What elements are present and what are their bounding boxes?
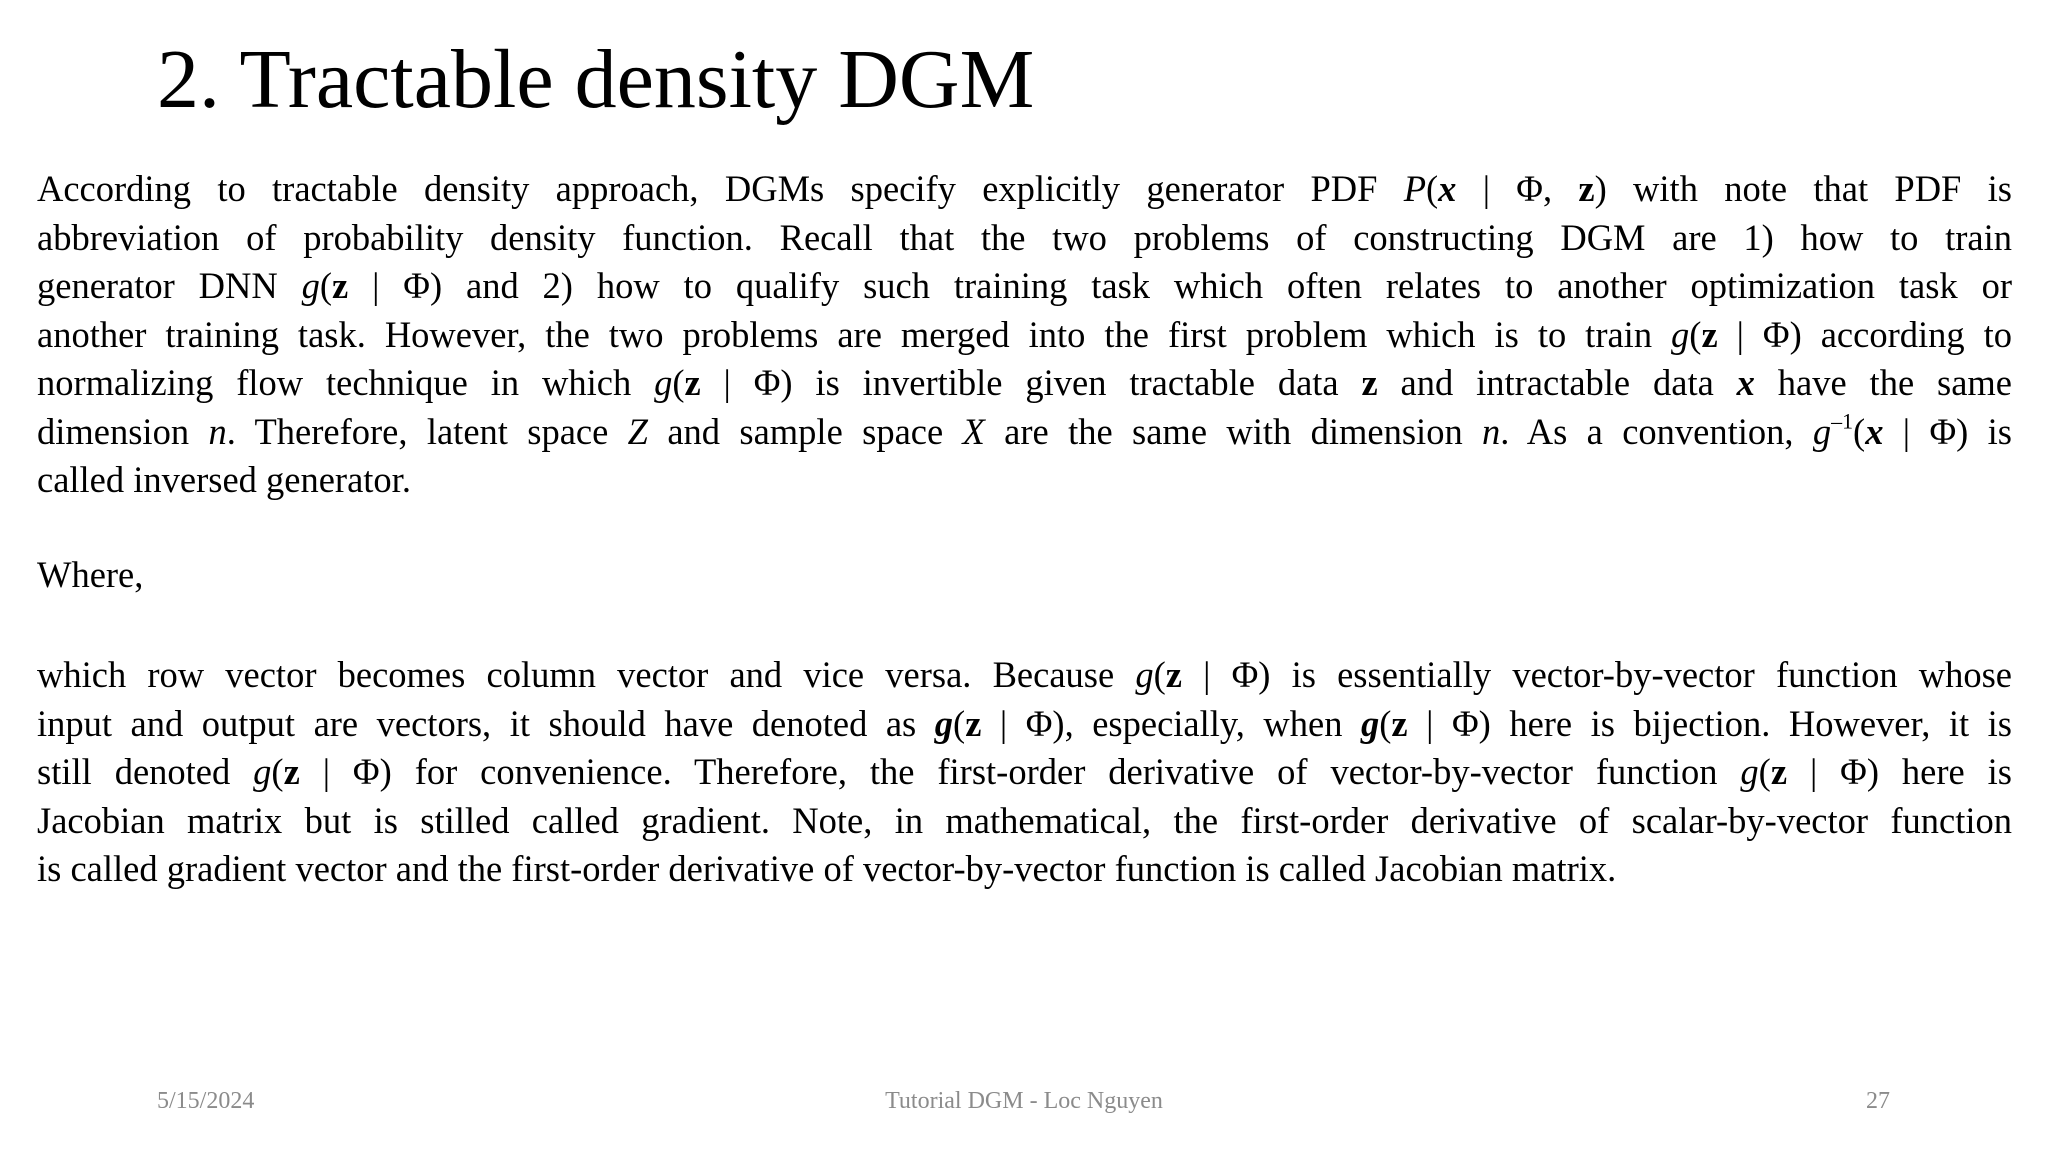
text-run: normalizing flow technique in which [37,362,655,403]
math-symbol: –1 [1831,408,1854,434]
text-run: called inversed generator. [37,459,411,500]
text-line [37,797,2012,846]
text-run: generator DNN [37,265,302,306]
math-symbol: g [301,265,320,306]
math-symbol: g [1135,654,1154,695]
footer-date: 5/15/2024 [157,1088,255,1114]
text-run: | Φ) and 2) how to qualify such training task which often relates to another optimization task or [348,265,2012,306]
math-symbol: g [654,362,673,403]
math-symbol: z [1701,313,1718,355]
text-run: dimension [37,410,209,452]
paragraph-jacobian [37,651,2012,894]
math-symbol: z [1391,702,1408,744]
text-run: and sample space [647,410,963,452]
text-line [37,165,2012,214]
math-symbol: x [1865,410,1884,452]
slide-title: 2. Tractable density DGM [157,33,1035,126]
text-line [37,359,2012,408]
text-run: | Φ) for convenience. Therefore, the first-order derivative of vector-by-vector function [299,751,1741,792]
math-symbol: z [283,751,300,792]
text-run: Jacobian matrix but is stilled called gradient. Note, in mathematical, the first-order derivative of scalar-by-vector function [37,799,2012,841]
text-run: ( [1689,313,1702,355]
math-symbol: z [1361,362,1378,403]
text-run: According to tractable density approach, DGMs specify explicitly generator PDF [37,168,1404,209]
text-line [37,408,2012,457]
math-symbol: z [1165,654,1182,695]
text-run: | Φ) here is [1787,751,2013,792]
text-line [37,262,2012,311]
math-symbol: z [332,265,349,306]
math-symbol: X [962,410,985,452]
math-symbol: z [1770,751,1788,792]
text-run: | Φ), especially, when [981,702,1362,744]
math-symbol: z [1578,168,1595,209]
text-run: is called gradient vector and the first-order derivative of vector-by-vector function is called Jacobian matrix. [37,848,1617,889]
text-run: ) with note that PDF is [1594,168,2012,209]
text-line [37,214,2012,263]
text-run: ( [1426,168,1439,209]
math-symbol: g [253,751,272,792]
math-symbol: g [1740,751,1759,792]
text-run: ( [1153,654,1166,695]
text-run: ( [319,265,333,306]
math-symbol: P [1403,168,1426,209]
text-line [37,651,2012,700]
math-symbol: z [965,702,982,744]
text-run: another training task. However, the two problems are merged into the first problem which is to train [37,313,1672,355]
text-line [37,311,2012,360]
where-label: Where, [37,554,144,595]
math-symbol: x [1736,362,1755,403]
math-symbol: Z [627,410,648,452]
text-run: | Φ) here is bijection. However, it is [1407,702,2012,744]
slide-number: 27 [1866,1088,1890,1114]
text-run: | Φ) according to [1717,313,2012,355]
math-symbol: g [934,702,954,744]
text-line [37,700,2012,749]
math-symbol: n [208,410,227,452]
text-run: still denoted [37,751,254,792]
text-run: ( [1379,702,1392,744]
math-symbol: x [1438,168,1457,209]
text-run: ( [672,362,685,403]
paragraph-intro [37,165,2012,505]
text-line [37,456,2012,505]
text-run: ( [1758,751,1771,792]
text-run: and intractable data [1377,362,1737,403]
text-run: are the same with dimension [984,410,1483,452]
math-symbol: n [1482,410,1501,452]
text-run: ( [953,702,966,744]
text-run: which row vector becomes column vector and vice versa. Because [37,654,1136,695]
text-run: | Φ, [1456,168,1579,209]
text-run: have the same [1754,362,2013,403]
math-symbol: g [1671,313,1690,355]
math-symbol: z [684,362,701,403]
text-run: | Φ) is invertible given tractable data [700,362,1362,403]
text-run: abbreviation of probability density function. Recall that the two problems of constructing DGM are 1) how to train [37,216,2012,258]
footer-title: Tutorial DGM - Loc Nguyen [885,1088,1163,1114]
text-run: ( [1853,410,1866,452]
text-run: input and output are vectors, it should have denoted as [37,702,935,744]
text-run: | Φ) is [1883,410,2012,452]
text-run: . Therefore, latent space [226,410,628,452]
text-line [37,845,2012,894]
text-line [37,748,2012,797]
math-symbol: g [1361,702,1380,744]
text-run: ( [271,751,284,792]
text-run: . As a convention, [1500,410,1813,452]
math-symbol: g [1812,410,1832,452]
text-run: | Φ) is essentially vector-by-vector function whose [1181,654,2013,695]
